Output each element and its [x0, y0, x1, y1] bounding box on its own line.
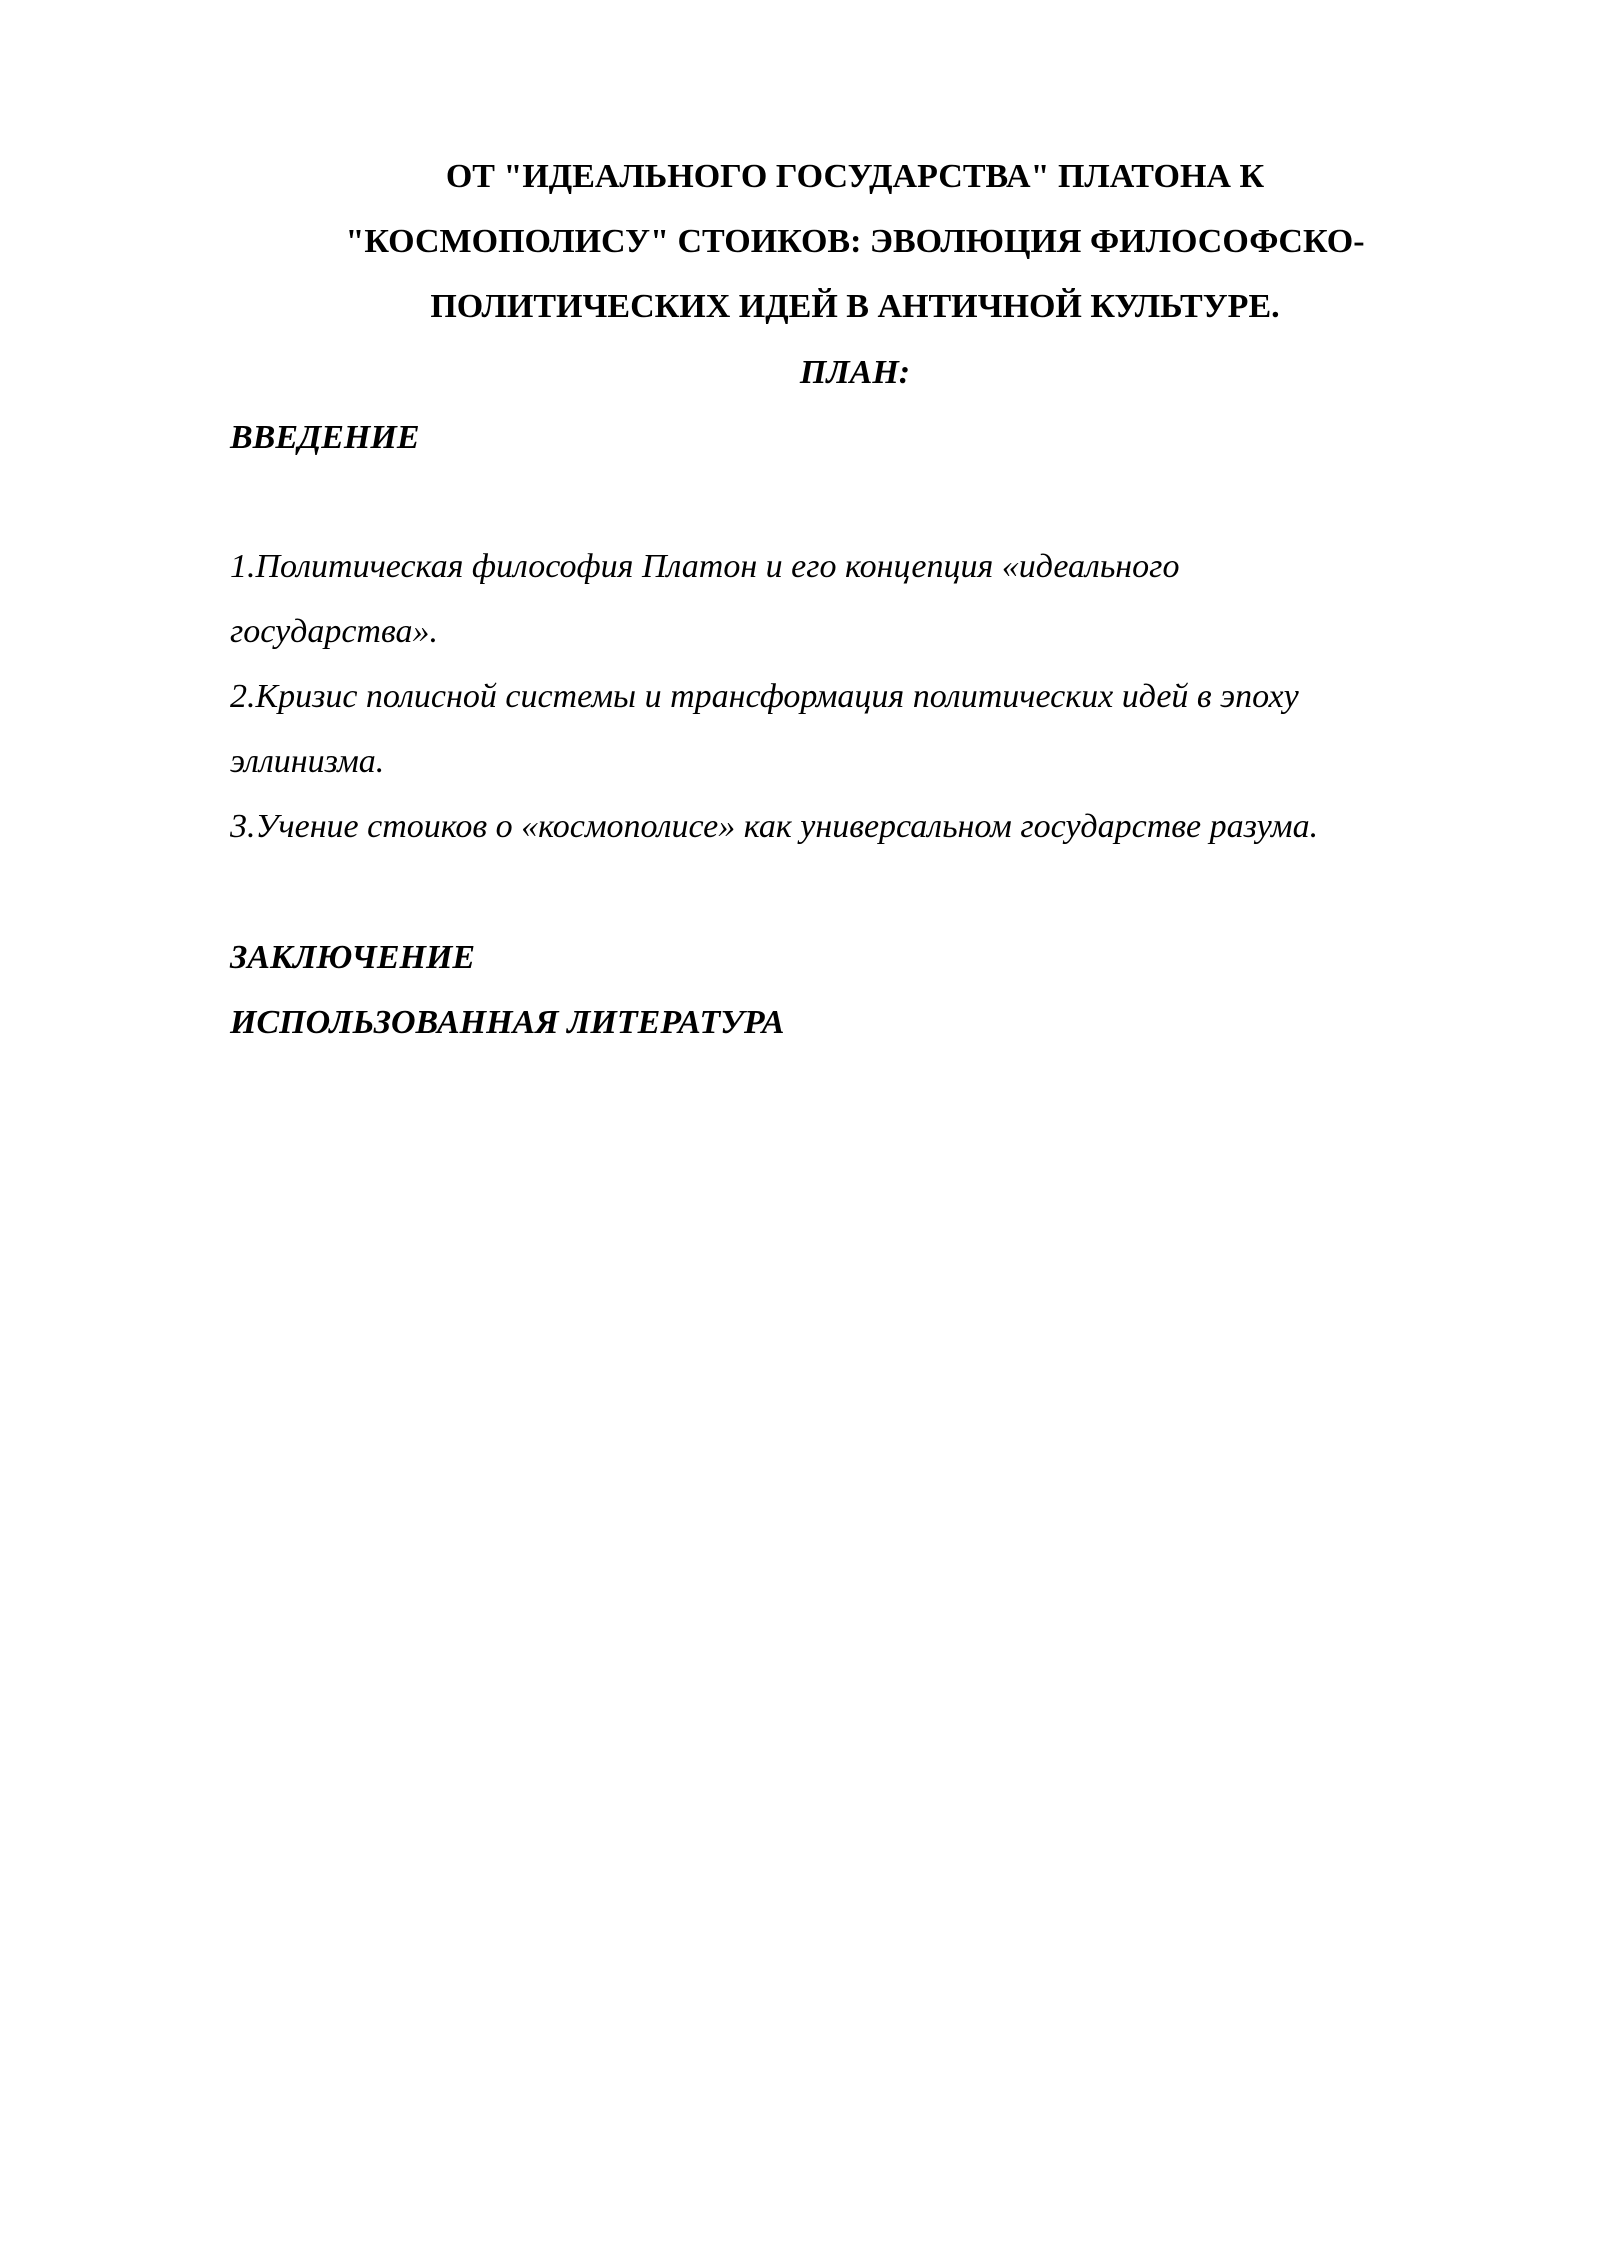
plan-list	[230, 534, 1470, 859]
plan-item-1-line-1: 1.Политическая философия Платон и его концепция «идеального	[230, 548, 1180, 585]
references-heading: ИСПОЛЬЗОВАННАЯ ЛИТЕРАТУРА	[230, 1004, 785, 1041]
title-line-1: ОТ "ИДЕАЛЬНОГО ГОСУДАРСТВА" ПЛАТОНА К	[445, 158, 1265, 195]
plan-item-2	[230, 664, 1470, 794]
conclusion-heading: ЗАКЛЮЧЕНИЕ	[230, 939, 476, 976]
plan-heading: ПЛАН:	[799, 354, 911, 391]
plan-item-1-line-2: государства».	[230, 613, 438, 650]
document-title	[230, 144, 1480, 339]
plan-item-2-line-2: эллинизма.	[230, 743, 385, 780]
plan-item-2-line-1: 2.Кризис полисной системы и трансформация политических идей в эпоху	[230, 678, 1299, 715]
introduction-heading: ВВЕДЕНИЕ	[230, 419, 420, 456]
title-line-2: "КОСМОПОЛИСУ" СТОИКОВ: ЭВОЛЮЦИЯ ФИЛОСОФСКО-	[345, 223, 1365, 260]
title-line-3: ПОЛИТИЧЕСКИХ ИДЕЙ В АНТИЧНОЙ КУЛЬТУРЕ.	[430, 288, 1280, 325]
plan-item-1	[230, 534, 1470, 664]
plan-item-3	[230, 794, 1470, 859]
plan-item-3-line-1: 3.Учение стоиков о «космополисе» как универсальном государстве разума.	[230, 808, 1319, 845]
